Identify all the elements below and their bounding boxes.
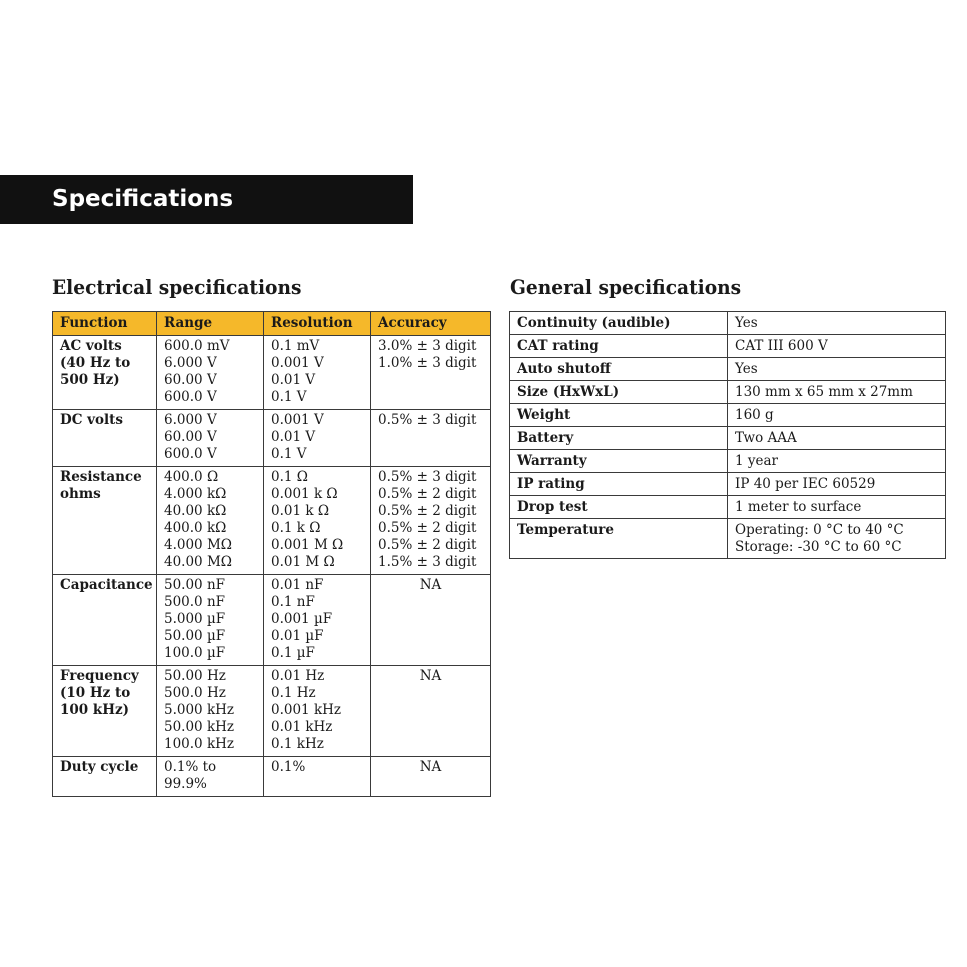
banner-title: Specifications (52, 186, 234, 212)
range-cell (157, 666, 264, 757)
table-row (53, 666, 491, 757)
general-specifications-title: General specifications (510, 275, 742, 299)
resolution-cell (264, 666, 371, 757)
table-row (510, 404, 946, 427)
resolution-line: 0.01 kHz (271, 719, 333, 735)
resolution-line: 0.1 Ω (271, 469, 308, 485)
table-row (510, 381, 946, 404)
table-row (510, 496, 946, 519)
spec-value-line: Two AAA (735, 430, 797, 446)
range-line: 5.000 µF (164, 611, 226, 627)
spec-value-line: 1 year (735, 453, 778, 469)
accuracy-line: 1.5% ± 3 digit (378, 554, 477, 570)
range-line: 500.0 nF (164, 594, 226, 610)
spec-value (728, 358, 946, 381)
table-row (510, 427, 946, 450)
accuracy-line: 1.0% ± 3 digit (378, 355, 477, 371)
function-cell (53, 575, 157, 666)
spec-value (728, 427, 946, 450)
range-line: 60.00 V (164, 429, 217, 445)
accuracy-cell (371, 467, 491, 575)
function-cell (53, 410, 157, 467)
function-line: ohms (60, 486, 101, 502)
spec-value (728, 496, 946, 519)
resolution-line: 0.01 µF (271, 628, 324, 644)
table-header-row (53, 312, 491, 336)
function-line: (10 Hz to (60, 685, 131, 701)
resolution-line: 0.01 M Ω (271, 554, 335, 570)
spec-value-line: Operating: 0 °C to 40 °C (735, 522, 904, 538)
range-line: 4.000 MΩ (164, 537, 232, 553)
function-cell (53, 666, 157, 757)
function-line: Duty cycle (60, 759, 139, 775)
resolution-cell (264, 467, 371, 575)
accuracy-line: 3.0% ± 3 digit (378, 338, 477, 354)
range-cell (157, 410, 264, 467)
spec-label: IP rating (510, 473, 728, 496)
general-specifications-table (509, 311, 946, 559)
spec-value-line: 160 g (735, 407, 774, 423)
spec-label: Weight (510, 404, 728, 427)
resolution-line: 0.1 µF (271, 645, 315, 661)
table-row (510, 473, 946, 496)
range-line: 600.0 V (164, 446, 217, 462)
function-line: 500 Hz) (60, 372, 120, 388)
resolution-line: 0.1 V (271, 446, 307, 462)
spec-label: Size (HxWxL) (510, 381, 728, 404)
range-line: 40.00 kΩ (164, 503, 227, 519)
range-cell (157, 757, 264, 797)
range-cell (157, 575, 264, 666)
accuracy-line: 0.5% ± 2 digit (378, 520, 477, 536)
function-cell (53, 467, 157, 575)
accuracy-line: 0.5% ± 3 digit (378, 412, 477, 428)
spec-value-line: IP 40 per IEC 60529 (735, 476, 876, 492)
spec-value (728, 312, 946, 335)
spec-label: Battery (510, 427, 728, 450)
table-row (53, 410, 491, 467)
table-row (53, 467, 491, 575)
table-row (510, 358, 946, 381)
specifications-banner (0, 175, 413, 224)
resolution-line: 0.1% (271, 759, 306, 775)
spec-value-line: Yes (735, 315, 758, 331)
table-row (53, 757, 491, 797)
resolution-line: 0.1 V (271, 389, 307, 405)
range-line: 99.9% (164, 776, 207, 792)
function-line: DC volts (60, 412, 123, 428)
resolution-line: 0.01 nF (271, 577, 324, 593)
function-line: Capacitance (60, 577, 153, 593)
spec-value-line: Storage: -30 °C to 60 °C (735, 539, 902, 555)
spec-value (728, 519, 946, 559)
range-line: 6.000 V (164, 355, 217, 371)
resolution-line: 0.1 mV (271, 338, 320, 354)
range-line: 50.00 Hz (164, 668, 226, 684)
spec-value-line: Yes (735, 361, 758, 377)
accuracy-cell (371, 575, 491, 666)
table-row (510, 335, 946, 358)
resolution-line: 0.1 nF (271, 594, 315, 610)
resolution-line: 0.1 Hz (271, 685, 316, 701)
table-row (510, 519, 946, 559)
spec-value-line: 130 mm x 65 mm x 27mm (735, 384, 913, 400)
accuracy-cell (371, 410, 491, 467)
range-line: 5.000 kHz (164, 702, 235, 718)
resolution-line: 0.001 k Ω (271, 486, 338, 502)
accuracy-cell (371, 757, 491, 797)
function-line: Frequency (60, 668, 139, 684)
resolution-line: 0.001 µF (271, 611, 333, 627)
range-cell (157, 467, 264, 575)
function-line: AC volts (60, 338, 122, 354)
function-line: 100 kHz) (60, 702, 130, 718)
resolution-line: 0.001 V (271, 412, 324, 428)
resolution-line: 0.001 kHz (271, 702, 342, 718)
resolution-line: 0.01 Hz (271, 668, 325, 684)
spec-value (728, 450, 946, 473)
spec-label: Warranty (510, 450, 728, 473)
resolution-cell (264, 757, 371, 797)
function-line: (40 Hz to (60, 355, 131, 371)
resolution-line: 0.1 k Ω (271, 520, 321, 536)
accuracy-line: 0.5% ± 2 digit (378, 537, 477, 553)
resolution-line: 0.01 V (271, 429, 316, 445)
function-line: Resistance (60, 469, 142, 485)
spec-label: Auto shutoff (510, 358, 728, 381)
range-line: 100.0 kHz (164, 736, 235, 752)
header-accuracy: Accuracy (371, 312, 491, 336)
spec-value-line: 1 meter to surface (735, 499, 862, 515)
range-line: 40.00 MΩ (164, 554, 232, 570)
resolution-line: 0.01 k Ω (271, 503, 330, 519)
spec-value-line: CAT III 600 V (735, 338, 828, 354)
spec-value (728, 335, 946, 358)
range-line: 400.0 Ω (164, 469, 219, 485)
function-cell (53, 757, 157, 797)
table-row (53, 575, 491, 666)
accuracy-line: NA (419, 759, 442, 775)
resolution-line: 0.001 M Ω (271, 537, 344, 553)
table-row (510, 312, 946, 335)
range-line: 400.0 kΩ (164, 520, 227, 536)
resolution-line: 0.01 V (271, 372, 316, 388)
accuracy-cell (371, 336, 491, 410)
range-line: 100.0 µF (164, 645, 226, 661)
resolution-cell (264, 336, 371, 410)
spec-label: Continuity (audible) (510, 312, 728, 335)
function-cell (53, 336, 157, 410)
accuracy-line: NA (419, 668, 442, 684)
resolution-cell (264, 410, 371, 467)
resolution-line: 0.001 V (271, 355, 324, 371)
resolution-line: 0.1 kHz (271, 736, 324, 752)
resolution-cell (264, 575, 371, 666)
range-line: 4.000 kΩ (164, 486, 227, 502)
range-line: 50.00 kHz (164, 719, 235, 735)
spec-value (728, 473, 946, 496)
accuracy-line: 0.5% ± 2 digit (378, 486, 477, 502)
range-line: 50.00 µF (164, 628, 226, 644)
spec-label: CAT rating (510, 335, 728, 358)
range-line: 600.0 mV (164, 338, 230, 354)
spec-label: Drop test (510, 496, 728, 519)
range-line: 60.00 V (164, 372, 217, 388)
range-line: 6.000 V (164, 412, 217, 428)
accuracy-line: 0.5% ± 3 digit (378, 469, 477, 485)
table-row (53, 336, 491, 410)
range-cell (157, 336, 264, 410)
table-row (510, 450, 946, 473)
accuracy-cell (371, 666, 491, 757)
spec-value (728, 381, 946, 404)
range-line: 0.1% to (164, 759, 217, 775)
electrical-specifications-table (52, 311, 491, 797)
accuracy-line: 0.5% ± 2 digit (378, 503, 477, 519)
header-function: Function (53, 312, 157, 336)
header-resolution: Resolution (264, 312, 371, 336)
electrical-specifications-title: Electrical specifications (52, 275, 302, 299)
range-line: 500.0 Hz (164, 685, 226, 701)
spec-value (728, 404, 946, 427)
range-line: 600.0 V (164, 389, 217, 405)
header-range: Range (157, 312, 264, 336)
spec-label: Temperature (510, 519, 728, 559)
accuracy-line: NA (419, 577, 442, 593)
range-line: 50.00 nF (164, 577, 226, 593)
